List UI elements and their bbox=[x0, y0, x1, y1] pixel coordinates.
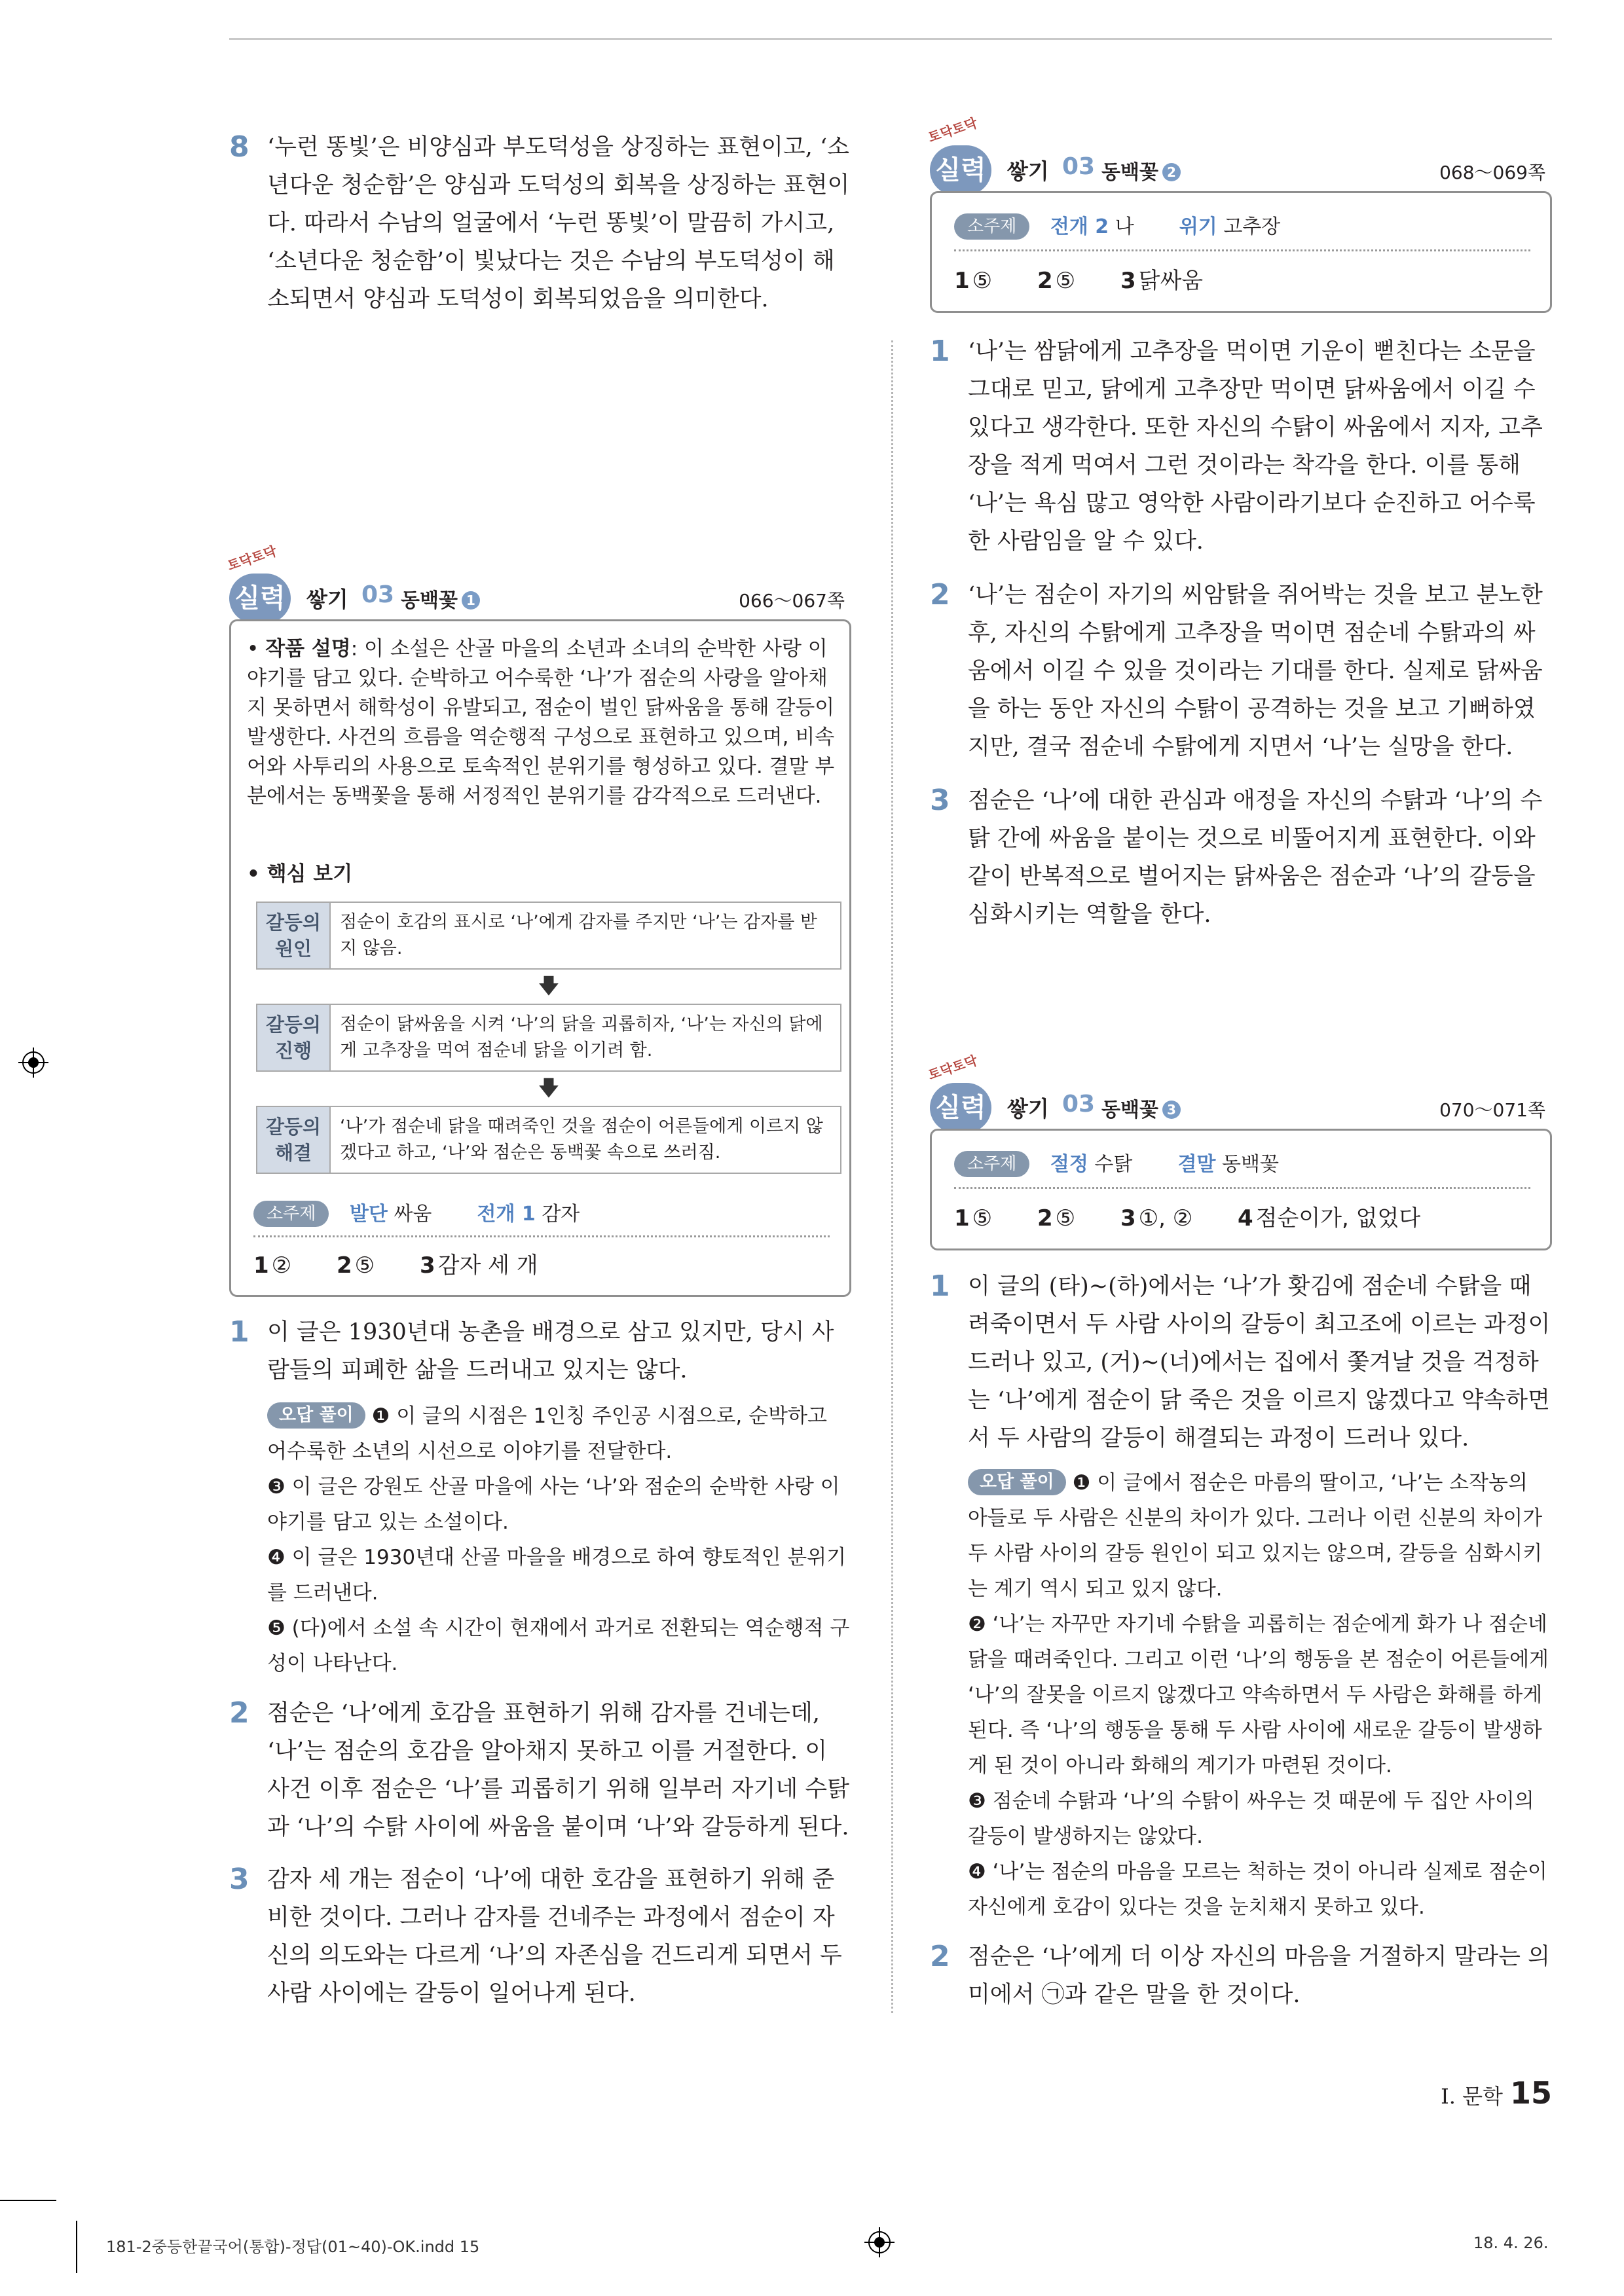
wrong-answer-tag: 오답 풀이 bbox=[968, 1469, 1066, 1495]
summary-box-1 bbox=[229, 619, 851, 1297]
subtopic-key: 전개 1 bbox=[477, 1203, 536, 1226]
section-header-2 bbox=[926, 115, 1545, 192]
item-text: 이 글의 (타)~(하)에서는 ‘나’가 홧김에 점순네 수탉을 때려죽이면서 두 사람 사이의 갈등이 최고조에 이르는 과정이 드러나 있고, (거)~(너)에서는 집에서 쫓겨날 것을 걱정하는 ‘나’에게 점순이 닭 죽은 것을 이르지 않겠다고 약속하면서 두 사람의 갈등이 해결되는 과정이 드러나 있다. bbox=[968, 1273, 1551, 1451]
item-number: 2 bbox=[229, 1696, 249, 1730]
explanation-line: ❺ (다)에서 소설 속 시간이 현재에서 과거로 전환되는 역순행적 구성이 나타난다. bbox=[267, 1616, 850, 1675]
column-divider bbox=[891, 340, 893, 2013]
subtopic-tag: 소주제 bbox=[253, 1201, 329, 1227]
badge-caption: 토닥토닥 bbox=[926, 115, 980, 146]
work-title: 동백꽃 1 bbox=[401, 584, 480, 613]
part-number: 3 bbox=[1162, 1101, 1181, 1119]
subtopic-key: 발단 bbox=[349, 1203, 388, 1226]
header-word: 쌓기 bbox=[306, 587, 348, 612]
skill-badge: 실력 bbox=[930, 145, 991, 195]
item-text: ‘나’는 점순이 자기의 씨암탉을 쥐어박는 것을 보고 분노한 후, 자신의 수탉에게 고추장을 먹이면 점순네 수탉과의 싸움에서 이길 수 있을 것이라는 기대를 한다. 실제로 닭싸움을 하는 동안 자신의 수탉이 공격하는 것을 보고 기뻐하였지만, 결국 점순네 수탉에게 지면서 ‘나’는 실망을 한다. bbox=[968, 582, 1543, 760]
conflict-row-resolution bbox=[256, 1106, 841, 1174]
explanation-line: ❶ 이 글의 시점은 1인칭 주인공 시점으로, 순박하고 어수룩한 소년의 시선으로 이야기를 전달한다. bbox=[267, 1404, 827, 1463]
explanation-line: ❷ ‘나’는 자꾸만 자기네 수탉을 괴롭히는 점순에게 화가 나 점순네 닭을 때려죽인다. 그리고 이런 ‘나’의 행동을 본 점순이 어른들에게 ‘나’의 잘못을 이르지 않겠다고 약속하면서 두 사람은 화해를 하게 된다. 즉 ‘나’의 행동을 통해 두 사람 사이에 새로운 갈등이 발생하게 된 것이 아니라 화해의 계기가 마련된 것이다. bbox=[968, 1613, 1549, 1777]
wrong-answer-explanation bbox=[968, 1465, 1552, 1925]
explanation-line: ❹ 이 글은 1930년대 산골 마을을 배경으로 하여 향토적인 분위기를 드러낸다. bbox=[267, 1546, 847, 1605]
conflict-head: 갈등의 원인 bbox=[257, 903, 331, 968]
core-label: 핵심 보기 bbox=[267, 862, 353, 886]
answer-item-1 bbox=[930, 1267, 1552, 1457]
explanation-line: ❸ 점순네 수탉과 ‘나’의 수탉이 싸우는 것 때문에 두 집안 사이의 갈등이 발생하지는 않았다. bbox=[968, 1789, 1534, 1848]
item-text: 점순은 ‘나’에 대한 관심과 애정을 자신의 수탉과 ‘나’의 수탉 간에 싸움을 붙이는 것으로 비뚤어지게 표현한다. 이와 같이 반복적으로 벌어지는 닭싸움은 점순과 ‘나’의 갈등을 심화시키는 역할을 한다. bbox=[968, 788, 1543, 928]
answer-item-2 bbox=[930, 576, 1552, 766]
answer-item-1 bbox=[930, 333, 1552, 560]
item-number: 3 bbox=[229, 1863, 249, 1896]
subtopic-line bbox=[253, 1197, 580, 1227]
unit-number: 03 bbox=[1062, 153, 1096, 180]
part-number: 1 bbox=[462, 591, 480, 610]
header-word: 쌓기 bbox=[1007, 158, 1049, 184]
subtopic-key: 전개 2 bbox=[1050, 215, 1109, 238]
answer-item-3 bbox=[229, 1861, 851, 2013]
subtopic-key: 절정 bbox=[1050, 1153, 1088, 1176]
dotted-divider bbox=[954, 249, 1530, 251]
conflict-text: 점순이 호감의 표시로 ‘나’에게 감자를 주지만 ‘나’는 감자를 받지 않음. bbox=[340, 912, 817, 958]
section-header-1 bbox=[225, 543, 845, 621]
subtopic-value: 수탉 bbox=[1094, 1153, 1133, 1176]
explanation-line: ❶ 이 글에서 점순은 마름의 딸이고, ‘나’는 소작농의 아들로 두 사람은 신분의 차이가 있다. 그러나 이런 신분의 차이가 두 사람 사이의 갈등 원인이 되고 있지는 않으며, 갈등을 심화시키는 계기 역시 되고 있지 않다. bbox=[968, 1471, 1543, 1601]
header-word: 쌓기 bbox=[1007, 1096, 1049, 1121]
conflict-head: 갈등의 진행 bbox=[257, 1005, 331, 1070]
subtopic-key: 위기 bbox=[1179, 215, 1217, 238]
page-number: 15 bbox=[1509, 2075, 1552, 2111]
description-label: 작품 설명 bbox=[265, 637, 351, 661]
section-header-3 bbox=[926, 1052, 1545, 1130]
subtopic-tag: 소주제 bbox=[954, 1151, 1029, 1177]
description-text: : 이 소설은 산골 마을의 소년과 소녀의 순박한 사랑 이야기를 담고 있다. 순박하고 어수룩한 ‘나’가 점순의 사랑을 알아채지 못하면서 해학성이 유발되고, 점순이 벌인 닭싸움을 통해 갈등이 발생한다. 사건의 흐름을 역순행적 구성으로 표현하고 있으며, 비속어와 사투리의 사용으로 토속적인 분위기를 형성하고 있다. 결말 부분에서는 동백꽃을 통해 서정적인 분위기를 감각적으로 드러낸다. bbox=[247, 637, 835, 808]
item-number: 2 bbox=[930, 578, 950, 611]
work-title: 동백꽃 2 bbox=[1101, 156, 1181, 185]
item-text: 이 글은 1930년대 농촌을 배경으로 삼고 있지만, 당시 사람들의 피폐한 삶을 드러내고 있지는 않다. bbox=[267, 1319, 834, 1383]
dotted-divider bbox=[954, 1187, 1530, 1189]
answer-item-3 bbox=[930, 782, 1552, 934]
footer-filename: 181-2중등한끝국어(통합)-정답(01~40)-OK.indd 15 bbox=[106, 2238, 480, 2256]
item-text: 점순은 ‘나’에게 더 이상 자신의 마음을 거절하지 말라는 의미에서 ㉠과 같은 말을 한 것이다. bbox=[968, 1944, 1550, 2008]
subtopic-value: 싸움 bbox=[394, 1203, 432, 1226]
conflict-head: 갈등의 해결 bbox=[257, 1107, 331, 1173]
skill-badge: 실력 bbox=[229, 574, 291, 623]
item-text: ‘누런 똥빛’은 비양심과 부도덕성을 상징하는 표현이고, ‘소년다운 청순함’은 양심과 도덕성의 회복을 상징하는 표현이다. 따라서 수남의 얼굴에서 ‘누런 똥빛’이 말끔히 가시고, ‘소년다운 청순함’이 빛났다는 것은 수남의 부도덕성이 해소되면서 양심과 도덕성이 회복되었음을 의미한다. bbox=[267, 134, 850, 312]
conflict-row-cause bbox=[256, 902, 841, 970]
item-number: 8 bbox=[229, 130, 249, 164]
skill-badge: 실력 bbox=[930, 1083, 991, 1133]
subtopic-value: 나 bbox=[1115, 215, 1134, 238]
crop-mark bbox=[76, 2221, 77, 2273]
work-description: • 작품 설명: 이 소설은 산골 마을의 소년과 소녀의 순박한 사랑 이야기를 담고 있다. 순박하고 어수룩한 ‘나’가 점순의 사랑을 알아채지 못하면서 해학성이 유발되고, 점순이 벌인 닭싸움을 통해 갈등이 발생한다. 사건의 흐름을 역순행적 구성으로 표현하고 있으며, 비속어와 사투리의 사용으로 토속적인 분위기를 형성하고 있다. 결말 부분에서는 동백꽃을 통해 서정적인 분위기를 감각적으로 드러낸다. bbox=[247, 637, 835, 808]
subtopic-value: 감자 bbox=[542, 1203, 580, 1226]
arrow-down-icon: 🡇 bbox=[538, 1076, 560, 1101]
footer-date: 18. 4. 26. bbox=[1473, 2234, 1549, 2252]
item-number: 2 bbox=[930, 1940, 950, 1973]
subtopic-line bbox=[954, 210, 1280, 240]
page-number-block bbox=[1421, 2075, 1552, 2111]
page-range: 068～069쪽 bbox=[1439, 162, 1545, 183]
item-text: 점순은 ‘나’에게 호감을 표현하기 위해 감자를 건네는데, ‘나’는 점순의 호감을 알아채지 못하고 이를 거절한다. 이 사건 이후 점순은 ‘나’를 괴롭히기 위해 일부러 자기네 수탉과 ‘나’의 수탉 사이에 싸움을 붙이며 ‘나’와 갈등하게 된다. bbox=[267, 1700, 849, 1840]
page-range: 066～067쪽 bbox=[739, 590, 845, 611]
section-label: Ⅰ. 문학 bbox=[1441, 2084, 1503, 2109]
badge-caption: 토닥토닥 bbox=[926, 1052, 980, 1084]
item-number: 1 bbox=[930, 1269, 950, 1303]
answer-item-2 bbox=[229, 1694, 851, 1846]
subtopic-key: 결말 bbox=[1177, 1153, 1216, 1176]
dotted-divider bbox=[253, 1235, 830, 1237]
item-text: 감자 세 개는 점순이 ‘나’에 대한 호감을 표현하기 위해 준비한 것이다. 그러나 감자를 건네주는 과정에서 점순이 자신의 의도와는 다르게 ‘나’의 자존심을 건드리게 되면서 두 사람 사이에는 갈등이 일어나게 된다. bbox=[267, 1867, 842, 2007]
item-text: ‘나’는 쌈닭에게 고추장을 먹이면 기운이 뻗친다는 소문을 그대로 믿고, 닭에게 고추장만 먹이면 닭싸움에서 이길 수 있다고 생각한다. 또한 자신의 수탉이 싸움에서 지자, 고추장을 적게 먹여서 그런 것이라는 착각을 한다. 이를 통해 ‘나’는 욕심 많고 영악한 사람이라기보다 순진하고 어수룩한 사람임을 알 수 있다. bbox=[968, 338, 1543, 555]
unit-number: 03 bbox=[361, 581, 395, 608]
answer-key: 1 ⑤ 2 ⑤ 3 닭싸움 bbox=[954, 268, 1204, 294]
unit-number: 03 bbox=[1062, 1091, 1096, 1118]
wrong-answer-tag: 오답 풀이 bbox=[267, 1402, 365, 1429]
answer-item-2 bbox=[930, 1938, 1552, 2014]
subtopic-value: 동백꽃 bbox=[1222, 1153, 1279, 1176]
registration-mark-icon bbox=[18, 1048, 48, 1078]
summary-box-3 bbox=[930, 1129, 1552, 1250]
work-title: 동백꽃 3 bbox=[1101, 1093, 1181, 1122]
subtopic-tag: 소주제 bbox=[954, 213, 1029, 240]
conflict-text: 점순이 닭싸움을 시켜 ‘나’의 닭을 괴롭히자, ‘나’는 자신의 닭에게 고추장을 먹여 점순네 닭을 이기려 함. bbox=[340, 1014, 823, 1061]
item-number: 1 bbox=[930, 335, 950, 368]
conflict-row-progress bbox=[256, 1004, 841, 1072]
answer-key: 1 ⑤ 2 ⑤ 3 ①, ② 4 점순이가, 없었다 bbox=[954, 1205, 1421, 1231]
part-number: 2 bbox=[1162, 163, 1181, 181]
registration-mark-icon bbox=[864, 2227, 895, 2257]
item-number: 1 bbox=[229, 1315, 249, 1349]
summary-box-2 bbox=[930, 191, 1552, 313]
answer-item-1 bbox=[229, 1313, 851, 1389]
explanation-line: ❹ ‘나’는 점순의 마음을 모르는 척하는 것이 아니라 실제로 점순이 자신에게 호감이 있다는 것을 눈치채지 못하고 있다. bbox=[968, 1860, 1547, 1919]
arrow-down-icon: 🡇 bbox=[538, 974, 560, 998]
top-rule bbox=[229, 38, 1552, 40]
conflict-text: ‘나’가 점순네 닭을 때려죽인 것을 점순이 어른들에게 이르지 않겠다고 하고, ‘나’와 점순은 동백꽃 속으로 쓰러짐. bbox=[340, 1116, 823, 1163]
badge-caption: 토닥토닥 bbox=[225, 543, 279, 574]
subtopic-line bbox=[954, 1148, 1279, 1177]
explanation-line: ❸ 이 글은 강원도 산골 마을에 사는 ‘나’와 점순의 순박한 사랑 이야기를 담고 있는 소설이다. bbox=[267, 1475, 840, 1534]
item-number: 3 bbox=[930, 784, 950, 817]
wrong-answer-explanation bbox=[267, 1398, 851, 1681]
answer-key: 1 ② 2 ⑤ 3 감자 세 개 bbox=[253, 1252, 538, 1279]
answer-item-8 bbox=[229, 128, 851, 318]
subtopic-value: 고추장 bbox=[1223, 215, 1281, 238]
crop-mark bbox=[0, 2200, 56, 2201]
core-heading: • 핵심 보기 bbox=[247, 862, 353, 886]
page-range: 070～071쪽 bbox=[1439, 1099, 1545, 1121]
